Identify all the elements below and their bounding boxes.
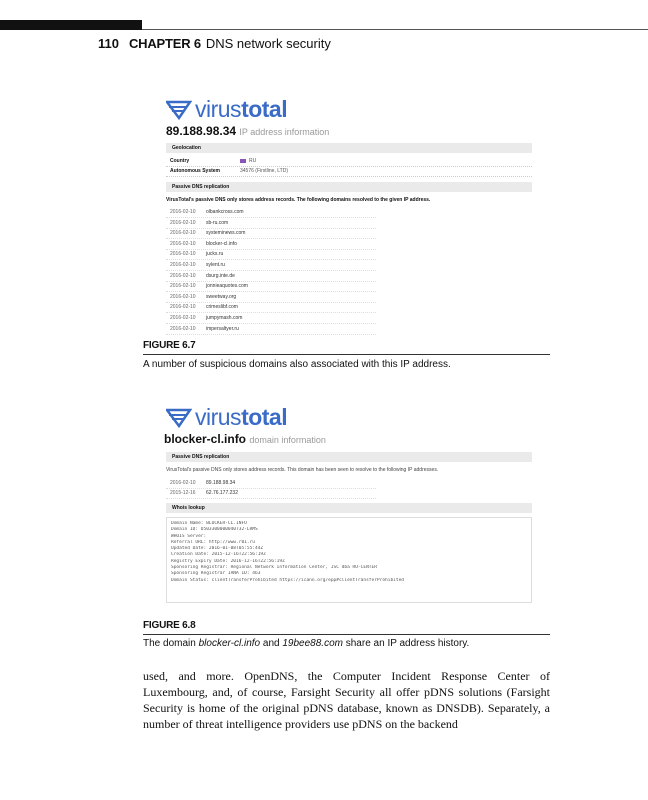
body-paragraph: used, and more. OpenDNS, the Computer Incident Response Center of Luxembourg, and, of course, Farsight Security all offer pDNS solutions (Farsight Security is home of the original pDNS database, known as DNSDB). Separately, a number of threat intelligence providers use pDNS on the backend	[143, 669, 550, 731]
resolution-row	[166, 271, 376, 282]
chapter-label: CHAPTER 6	[128, 36, 201, 51]
resolution-domain[interactable]: sylent.ru	[206, 262, 225, 268]
ip-subtitle: IP address information	[239, 127, 330, 137]
resolution-ip[interactable]: 89.188.98.34	[206, 480, 236, 486]
as-value: 34576 (Firstline, LTD)	[240, 168, 288, 174]
resolution-date: 2016-02-10	[170, 480, 196, 486]
pdns-title-2: Passive DNS replication	[172, 454, 230, 460]
flag-icon	[240, 159, 246, 163]
whois-line: Domain Status: clientTransferProhibited https://icann.org/epp#clientTransferProhibited	[171, 577, 404, 583]
resolution-row	[166, 324, 376, 335]
country-row	[166, 157, 532, 167]
resolution-domain[interactable]: jonnieaquotes.com	[206, 283, 248, 290]
figure-6-8-label: FIGURE 6.8	[143, 620, 196, 631]
resolution-date: 2016-02-10	[170, 304, 196, 311]
domain-heading	[164, 432, 326, 446]
domain-name: blocker-cl.info	[164, 432, 247, 446]
figure-rule	[143, 354, 550, 355]
resolution-date: 2016-02-10	[170, 283, 196, 290]
figure-rule	[143, 634, 550, 635]
pdns-intro-2: VirusTotal's passive DNS only stores address records. This domain has been seen to resolve to the following IP addresses.	[166, 467, 439, 473]
whois-line: Domain ID: D503300000040732-LRMS	[171, 527, 258, 533]
country-label: Country	[170, 158, 190, 164]
geolocation-title: Geolocation	[172, 145, 201, 151]
brand-virus: virus	[195, 96, 242, 122]
resolution-row	[166, 218, 376, 229]
resolution-domain[interactable]: olbankcross.com	[206, 209, 244, 215]
header-bar	[0, 20, 142, 30]
resolution-date: 2016-02-10	[170, 240, 196, 247]
whois-line: Sponsoring Registrar IANA ID: 463	[171, 571, 261, 577]
whois-line: Sponsoring Registrar: Regional Network Information Center, JSC dba RU-CENTER	[171, 565, 377, 571]
running-header	[98, 36, 331, 51]
pdns-section[interactable]	[166, 182, 532, 192]
chapter-title: DNS network security	[205, 36, 331, 51]
resolution-date: 2016-02-10	[170, 272, 196, 279]
geolocation-section[interactable]	[166, 143, 532, 153]
brand-total: total	[241, 404, 288, 430]
country-value: RU	[249, 158, 257, 164]
resolution-row	[166, 260, 376, 271]
resolution-row	[166, 207, 376, 218]
caption-text: The domain	[143, 638, 199, 649]
resolution-row	[166, 249, 376, 260]
brand-total: total	[241, 96, 288, 122]
whois-record	[166, 517, 532, 603]
resolution-date: 2016-02-10	[170, 315, 196, 321]
brand-virus: virus	[195, 404, 242, 430]
page-number: 110	[98, 36, 119, 51]
caption-domain-2: 19bee88.com	[282, 638, 343, 649]
whois-line: WHOIS Server:	[171, 533, 207, 539]
resolution-date: 2016-02-10	[170, 262, 196, 268]
caption-text: and	[260, 638, 283, 649]
resolution-row	[166, 292, 376, 303]
header-rule	[142, 29, 648, 30]
as-row	[166, 167, 532, 177]
resolution-domain[interactable]: jucks.ru	[206, 251, 224, 258]
pdns-intro: VirusTotal's passive DNS only stores address records. The following domains resolved to the given IP address.	[166, 197, 431, 203]
figure-6-7-label: FIGURE 6.7	[143, 340, 196, 351]
pdns-title: Passive DNS replication	[172, 184, 230, 190]
resolution-date: 2016-02-10	[170, 209, 196, 215]
resolution-row	[166, 228, 376, 239]
resolution-row	[166, 239, 376, 250]
virustotal-logo	[166, 96, 287, 123]
whois-line: Updated Date: 2016-01-08T05:55:44Z	[171, 546, 264, 552]
resolution-row	[166, 313, 376, 324]
figure-6-8-caption	[143, 638, 469, 649]
ip-resolution-row	[166, 488, 376, 499]
ip-heading	[166, 124, 329, 138]
resolution-domain[interactable]: dsurg.inte.de	[206, 272, 235, 279]
resolution-date: 2016-02-10	[170, 230, 196, 237]
resolution-domain[interactable]: impersaltyer.ru	[206, 325, 239, 332]
resolution-ip[interactable]: 62.76.177.232	[206, 490, 238, 496]
as-label: Autonomous System	[170, 168, 221, 174]
resolution-domain[interactable]: jumpymash.com	[206, 315, 243, 321]
domain-subtitle: domain information	[249, 435, 326, 445]
resolution-domain[interactable]: sb-ru.com	[206, 219, 229, 226]
resolution-date: 2016-02-10	[170, 293, 196, 300]
resolution-domain[interactable]: blocker-cl.info	[206, 240, 237, 247]
virustotal-icon	[166, 408, 192, 428]
resolution-domain[interactable]: sweetway.org	[206, 293, 237, 300]
resolution-row	[166, 281, 376, 292]
whois-line: Registry Expiry Date: 2016-12-16T22:56:19Z	[171, 558, 285, 564]
whois-line: Domain Name: BLOCKER-CL.INFO	[171, 521, 247, 526]
whois-line: Creation Date: 2015-12-16T22:56:19Z	[171, 552, 266, 558]
resolution-row	[166, 302, 376, 313]
resolution-date: 2016-02-10	[170, 251, 196, 258]
virustotal-icon	[166, 100, 192, 120]
resolution-date: 2015-12-16	[170, 490, 196, 496]
resolution-date: 2016-02-10	[170, 219, 196, 226]
caption-text: share an IP address history.	[342, 638, 470, 649]
resolution-domain[interactable]: crimeslibf.com	[206, 304, 238, 311]
resolution-date: 2016-02-10	[170, 325, 196, 332]
caption-domain-1: blocker-cl.info	[198, 638, 261, 649]
country-value-wrap	[240, 157, 256, 166]
figure-6-7-caption: A number of suspicious domains also associated with this IP address.	[143, 359, 451, 370]
pdns-section-2[interactable]	[166, 452, 532, 462]
virustotal-logo-2	[166, 404, 287, 431]
whois-section[interactable]	[166, 503, 532, 513]
whois-line: Referral URL: http://www.r01.ru	[171, 539, 255, 545]
whois-title: Whois lookup	[172, 505, 205, 511]
resolution-domain[interactable]: systeminews.com	[206, 230, 246, 237]
ip-address: 89.188.98.34	[166, 124, 237, 138]
